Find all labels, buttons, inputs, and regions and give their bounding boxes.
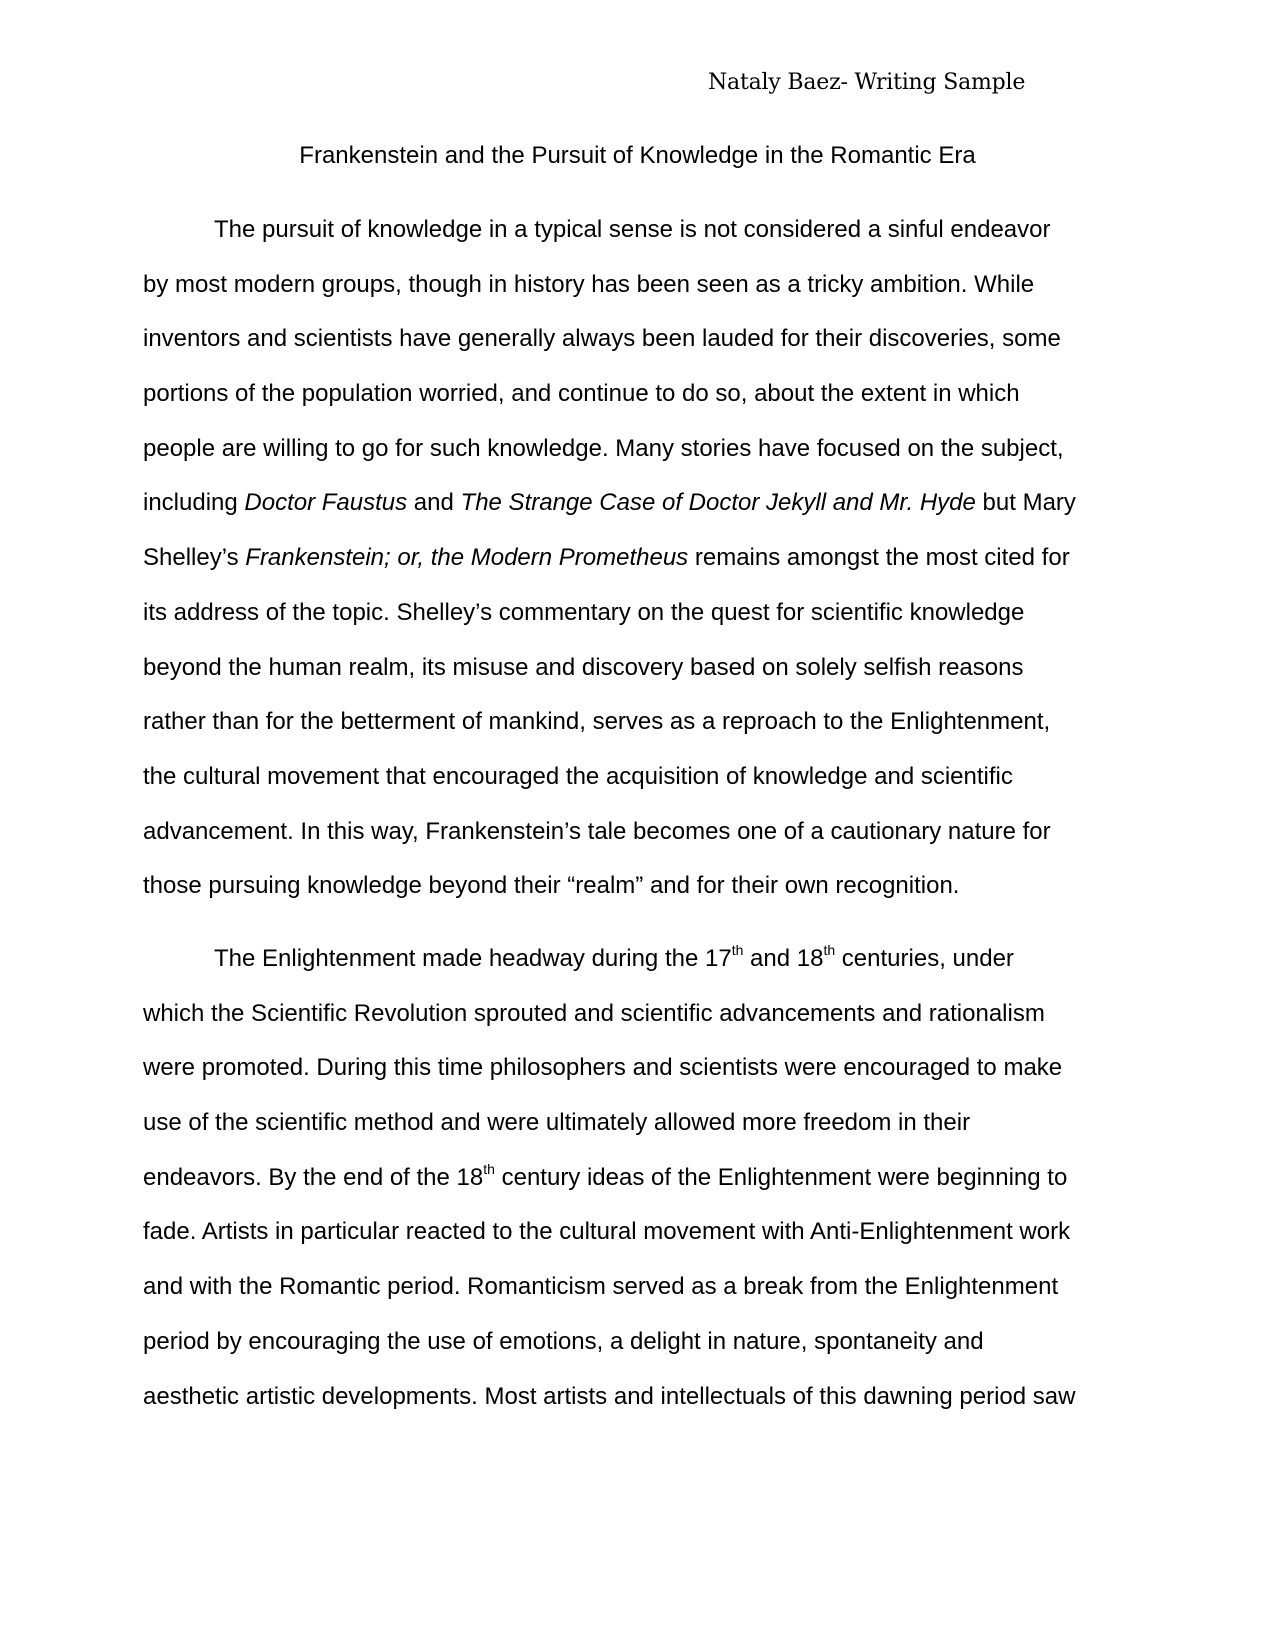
page-header: Nataly Baez- Writing Sample <box>708 70 1026 95</box>
paragraph-1-line-3: inventors and scientists have generally always been lauded for their discoveries, some <box>143 325 1061 353</box>
paragraph-1-line-11: the cultural movement that encouraged the acquisition of knowledge and scientific <box>143 762 1013 790</box>
line-text: and <box>407 489 461 517</box>
paragraph-2 <box>143 944 1078 1436</box>
paragraph-2-line-6: fade. Artists in particular reacted to the cultural movement with Anti-Enlightenment work <box>143 1218 1071 1246</box>
book-title-jekyll-and-hyde: The Strange Case of Doctor Jekyll and Mr. Hyde <box>460 489 976 517</box>
paragraph-1-line-13: those pursuing knowledge beyond their “realm” and for their own recognition. <box>143 872 960 900</box>
paragraph-1-line-4: portions of the population worried, and continue to do so, about the extent in which <box>143 380 1020 408</box>
line-text: Shelley’s <box>143 544 246 572</box>
paragraph-2-line-8: period by encouraging the use of emotions, a delight in nature, spontaneity and <box>143 1327 984 1355</box>
paragraph-1-line-9: beyond the human realm, its misuse and discovery based on solely selfish reasons <box>143 653 1024 681</box>
paragraph-1-line-10: rather than for the betterment of mankind, serves as a reproach to the Enlightenment, <box>143 708 1051 736</box>
line-text: century ideas of the Enlightenment were beginning to <box>494 1163 1068 1191</box>
paragraph-1-line-12: advancement. In this way, Frankenstein’s tale becomes one of a cautionary nature for <box>143 817 1051 845</box>
line-text: including <box>143 489 245 517</box>
paragraph-2-line-5 <box>143 1160 1078 1218</box>
line-text: remains amongst the most cited for <box>688 544 1070 572</box>
ordinal-superscript: th <box>483 1160 495 1177</box>
paragraph-1-line-5: people are willing to go for such knowledge. Many stories have focused on the subject, <box>143 434 1064 462</box>
essay-title: Frankenstein and the Pursuit of Knowledge in the Romantic Era <box>299 142 976 169</box>
paragraph-1-line-1: The pursuit of knowledge in a typical sense is not considered a sinful endeavor <box>214 216 1051 243</box>
paragraph-2-line-1 <box>143 944 1078 999</box>
paragraph-1 <box>143 215 1078 926</box>
paragraph-2-line-3: were promoted. During this time philosophers and scientists were encouraged to make <box>143 1054 1063 1082</box>
paragraph-1-line-6 <box>143 488 1078 543</box>
paragraph-2-line-2: which the Scientific Revolution sprouted and scientific advancements and rationalism <box>143 999 1045 1027</box>
book-title-frankenstein: Frankenstein; or, the Modern Prometheus <box>245 544 689 572</box>
paragraph-2-line-7: and with the Romantic period. Romanticism served as a break from the Enlightenment <box>143 1273 1059 1301</box>
line-text: endeavors. By the end of the 18 <box>143 1163 484 1191</box>
line-text: centuries, under <box>835 945 1014 972</box>
ordinal-superscript: th <box>823 942 836 958</box>
paragraph-1-line-7 <box>143 543 1078 598</box>
ordinal-superscript: th <box>731 942 744 958</box>
paragraph-2-line-4: use of the scientific method and were ultimately allowed more freedom in their <box>143 1109 971 1137</box>
paragraph-1-line-2: by most modern groups, though in history has been seen as a tricky ambition. While <box>143 270 1035 298</box>
book-title-doctor-faustus: Doctor Faustus <box>244 489 408 517</box>
line-text: The Enlightenment made headway during the 17 <box>214 945 732 972</box>
line-text: and 18 <box>743 945 824 972</box>
paragraph-2-line-9: aesthetic artistic developments. Most artists and intellectuals of this dawning period saw <box>143 1382 1076 1410</box>
line-text: but Mary <box>975 489 1076 517</box>
paragraph-1-line-8: its address of the topic. Shelley’s commentary on the quest for scientific knowledge <box>143 598 1025 626</box>
